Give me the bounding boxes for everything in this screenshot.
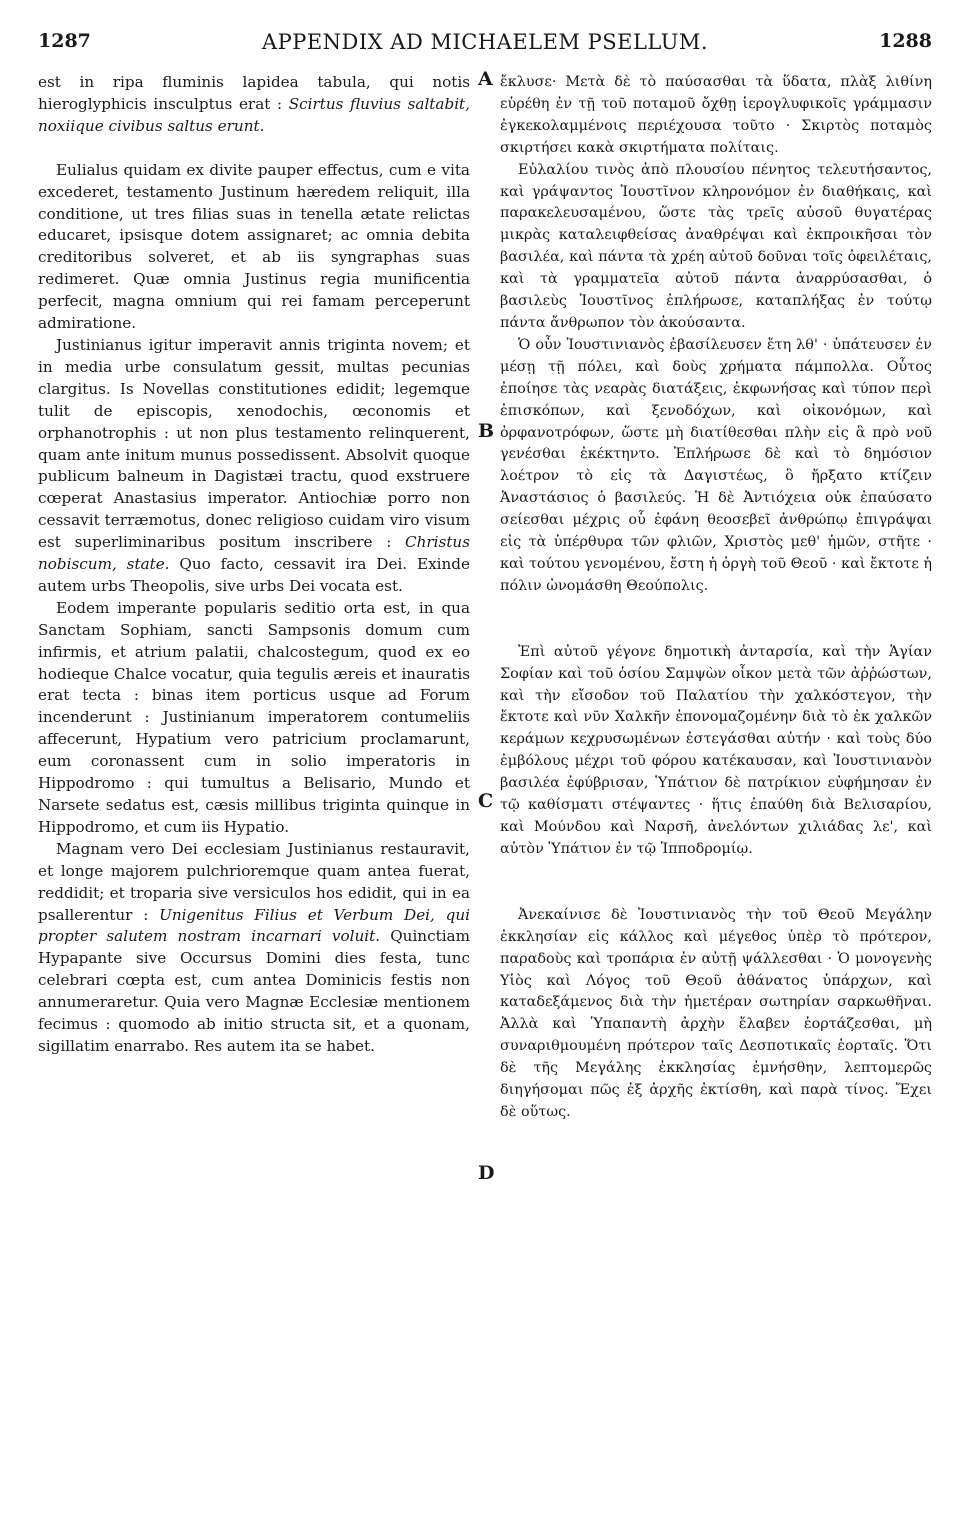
margin-marker-a: A: [478, 68, 493, 90]
margin-marker-d: D: [478, 1162, 495, 1184]
latin-paragraph: Eulialus quidam ex divite pauper effectus, cum e vita excederet, testamento Justinum hæredem reliquit, illa conditione, ut tres filias suas in tenella ætate relictas educaret, ipsisque dotem assignaret; ac omnia debita creditoribus solveret, et ab iis syngraphas suas redimeret. Quæ omnia Justinus regia munificentia perfecit, magna omnium qui rei famam perceperunt admiratione.: [38, 160, 470, 333]
margin-marker-b: B: [478, 420, 495, 442]
greek-paragraph: Ἐπὶ αὐτοῦ γέγονε δημοτικὴ ἀνταρσία, καὶ τὴν Ἁγίαν Σοφίαν καὶ τοῦ ὁσίου Σαμψὼν οἶκον μετὰ τῶν ἀῤῥώστων, καὶ τὴν εἴσοδον τοῦ Παλατίου τὴν χαλκόστεγον, τὴν ἔκτοτε καὶ νῦν Χαλκῆν ἐπονομαζομένην διὰ τὸ ἐκ χαλκῶν κεράμων κεχρυσωμένων ἐστεγάσθαι αὐτήν · καὶ τοὺς δύο ἐμβόλους μέχρι τοῦ φόρου κατέκαυσαν, καὶ Ἰουστινιανὸν βασιλέα ἐφύβρισαν, Ὑπάτιον δὲ πατρίκιον εὐφήμησαν ἐν τῷ καθίσματι στέψαντες · ἥτις ἐπαύθη διὰ Βελισαρίου, καὶ Μούνδου καὶ Ναρσῆ, ἀνελόντων χιλιάδας λε', καὶ αὐτὸν Ὑπάτιον ἐν τῷ Ἱπποδρομίῳ.: [500, 643, 932, 857]
greek-paragraph: Ὁ οὖν Ἰουστινιανὸς ἐβασίλευσεν ἔτη λθ' · ὑπάτευσεν ἐν μέσῃ τῇ πόλει, καὶ δοὺς χρήματα πάμπολλα. Οὗτος ἐποίησε τὰς νεαρὰς διατάξεις, ἐκφωνήσας καὶ τύπον περὶ ἐπισκόπων, καὶ ξενοδόχων, καὶ οἰκονόμων, καὶ ὀρφανοτρόφων, ὥστε μὴ διατίθεσθαι πλὴν εἰς ἃ πρὸ νοῦ γενέσθαι ἐκέκτηντο. Ἐπλήρωσε δὲ καὶ τὸ δημόσιον λοέτρον τὸ εἰς τὰ Δαγιστέως, ὃ ἤρξατο κτίζειν Ἀναστάσιος ὁ βασιλεύς. Ἡ δὲ Ἀντιόχεια οὐκ ἐπαύσατο σείεσθαι μέχρις οὗ ἐφάνη θεοσεβεῖ ἀνθρώπῳ ἐπιγράψαι εἰς τὰ ὑπέρθυρα τῶν φλιῶν, Χριστὸς μεθ' ἡμῶν, στῆτε · καὶ τούτου γενομένου, ἔστη ἡ ὀργὴ τοῦ Θεοῦ · καὶ ἔκτοτε ἡ πόλιν ὠνομάσθη Θεούπολις.: [500, 336, 932, 594]
running-title: APPENDIX AD MICHAELEM PSELLUM.: [261, 30, 709, 54]
column-number-left: 1287: [38, 30, 91, 52]
latin-column: [38, 72, 470, 1058]
latin-paragraph: est in ripa fluminis lapidea tabula, qui notis hieroglyphicis insculptus erat : Scirtus fluvius saltabit, noxiique civibus saltus erunt.: [38, 73, 470, 135]
latin-paragraph: Justinianus igitur imperavit annis triginta novem; et in media urbe consulatum gessit, multas pecunias clargitus. Is Novellas constitutiones edidit; legemque tulit de episcopis, xenodochis, œconomis et orphanotrophis : ut non plus testamento relinquerent, quam ante initum munus possedissent. Absolvit quoque publicum balneum in Dagistæi tractu, quod exstruere cœperat Anastasius imperator. Antiochiæ porro non cessavit terræmotus, donec religioso cuidam viro visum est superliminaribus positum inscribere : Christus nobiscum, state. Quo facto, cessavit ira Dei. Exinde autem urbs Theopolis, sive urbs Dei vocata est.: [38, 335, 470, 595]
greek-paragraph: ἔκλυσε· Μετὰ δὲ τὸ παύσασθαι τὰ ὕδατα, πλὰξ λιθίνη εὑρέθη ἐν τῇ τοῦ ποταμοῦ ὄχθῃ ἱερογλυφικοῖς γράμμασιν ἐγκεκολαμμένοις περιέχουσα τοῦτο · Σκιρτὸς ποταμὸς σκιρτήσει κακὰ σκιρτήματα πολίταις.: [500, 74, 932, 156]
greek-paragraph: Ἀνεκαίνισε δὲ Ἰουστινιανὸς τὴν τοῦ Θεοῦ Μεγάλην ἐκκλησίαν εἰς κάλλος καὶ μέγεθος ὑπὲρ τὸ πρότερον, παραδοὺς καὶ τροπάρια ἐν αὐτῇ ψάλλεσθαι · Ὁ μονογενὴς Υἱὸς καὶ Λόγος τοῦ Θεοῦ ἀθάνατος ὑπάρχων, καὶ καταδεξάμενος διὰ τὴν ἡμετέραν σωτηρίαν σαρκωθῆναι. Ἀλλὰ καὶ Ὑπαπαντὴ ἀρχὴν ἔλαβεν ἑορτάζεσθαι, μὴ συναριθμουμένη πρότερον ταῖς Δεσποτικαῖς ἑορταῖς. Ὅτι δὲ τῆς Μεγάλης ἐκκλησίας ἐμνήσθην, λεπτομερῶς διηγήσομαι πῶς ἐξ ἀρχῆς ἐκτίσθη, καὶ παρὰ τίνος. Ἔχει δὲ οὕτως.: [500, 906, 932, 1120]
greek-column: [500, 72, 932, 1124]
column-number-right: 1288: [879, 30, 932, 52]
latin-paragraph: Eodem imperante popularis seditio orta est, in qua Sanctam Sophiam, sancti Sampsonis domum cum infirmis, et atrium palatii, chalcostegum, quod ex eo hodieque Chalce vocatur, quia tegulis æreis et inauratis erat tecta : binas item porticus usque ad Forum incenderunt : Justinianum imperatorem contumeliis affecerunt, Hypatium vero patricium proclamarunt, eum coronassent cum in solio imperatoris in Hippodromo : qui tumultus a Belisario, Mundo et Narsete sedatus est, cæsis millibus triginta quinque in Hippodromo, et cum iis Hypatio.: [38, 598, 470, 836]
margin-marker-c: C: [478, 790, 494, 812]
greek-paragraph: Εὐλαλίου τινὸς ἀπὸ πλουσίου πένητος τελευτήσαντος, καὶ γράψαντος Ἰουστῖνον κληρονόμον ἐν διαθήκαις, καὶ παρακελευσαμένου, ὥστε τὰς τρεῖς αὐσοῦ θυγατέρας μικρὰς καταλειφθείσας ἀναθρέψαι καὶ ἐκπροικῆσαι τὸν βασιλέα, καὶ πάντα τὰ χρέη αὐτοῦ δοῦναι τοῖς ὀφειλέταις, καὶ τὰ γραμματεῖα αὐτοῦ πάντα ἀναρρύσασθαι, ὁ βασιλεὺς Ἰουστῖνος ἐπλήρωσε, καταπλήξας ἐν τούτῳ πάντα ἄνθρωπον τὸν ἀκούσαντα.: [500, 161, 932, 331]
latin-paragraph: Magnam vero Dei ecclesiam Justinianus restauravit, et longe majorem pulchrioremque quam antea fuerat, reddidit; et troparia sive versiculos hos edidit, qui in ea psallerentur : Unigenitus Filius et Verbum Dei, qui propter salutem nostram incarnari voluit. Quinctiam Hypapante sive Occursus Domini dies festa, tunc celebrari cœpta est, cum antea Dominicis festis non annumeraretur. Quia vero Magnæ Ecclesiæ mentionem fecimus : quomodo ab initio structa sit, et a quonam, sigillatim enarrabo. Res autem ita se habet.: [38, 839, 471, 1055]
